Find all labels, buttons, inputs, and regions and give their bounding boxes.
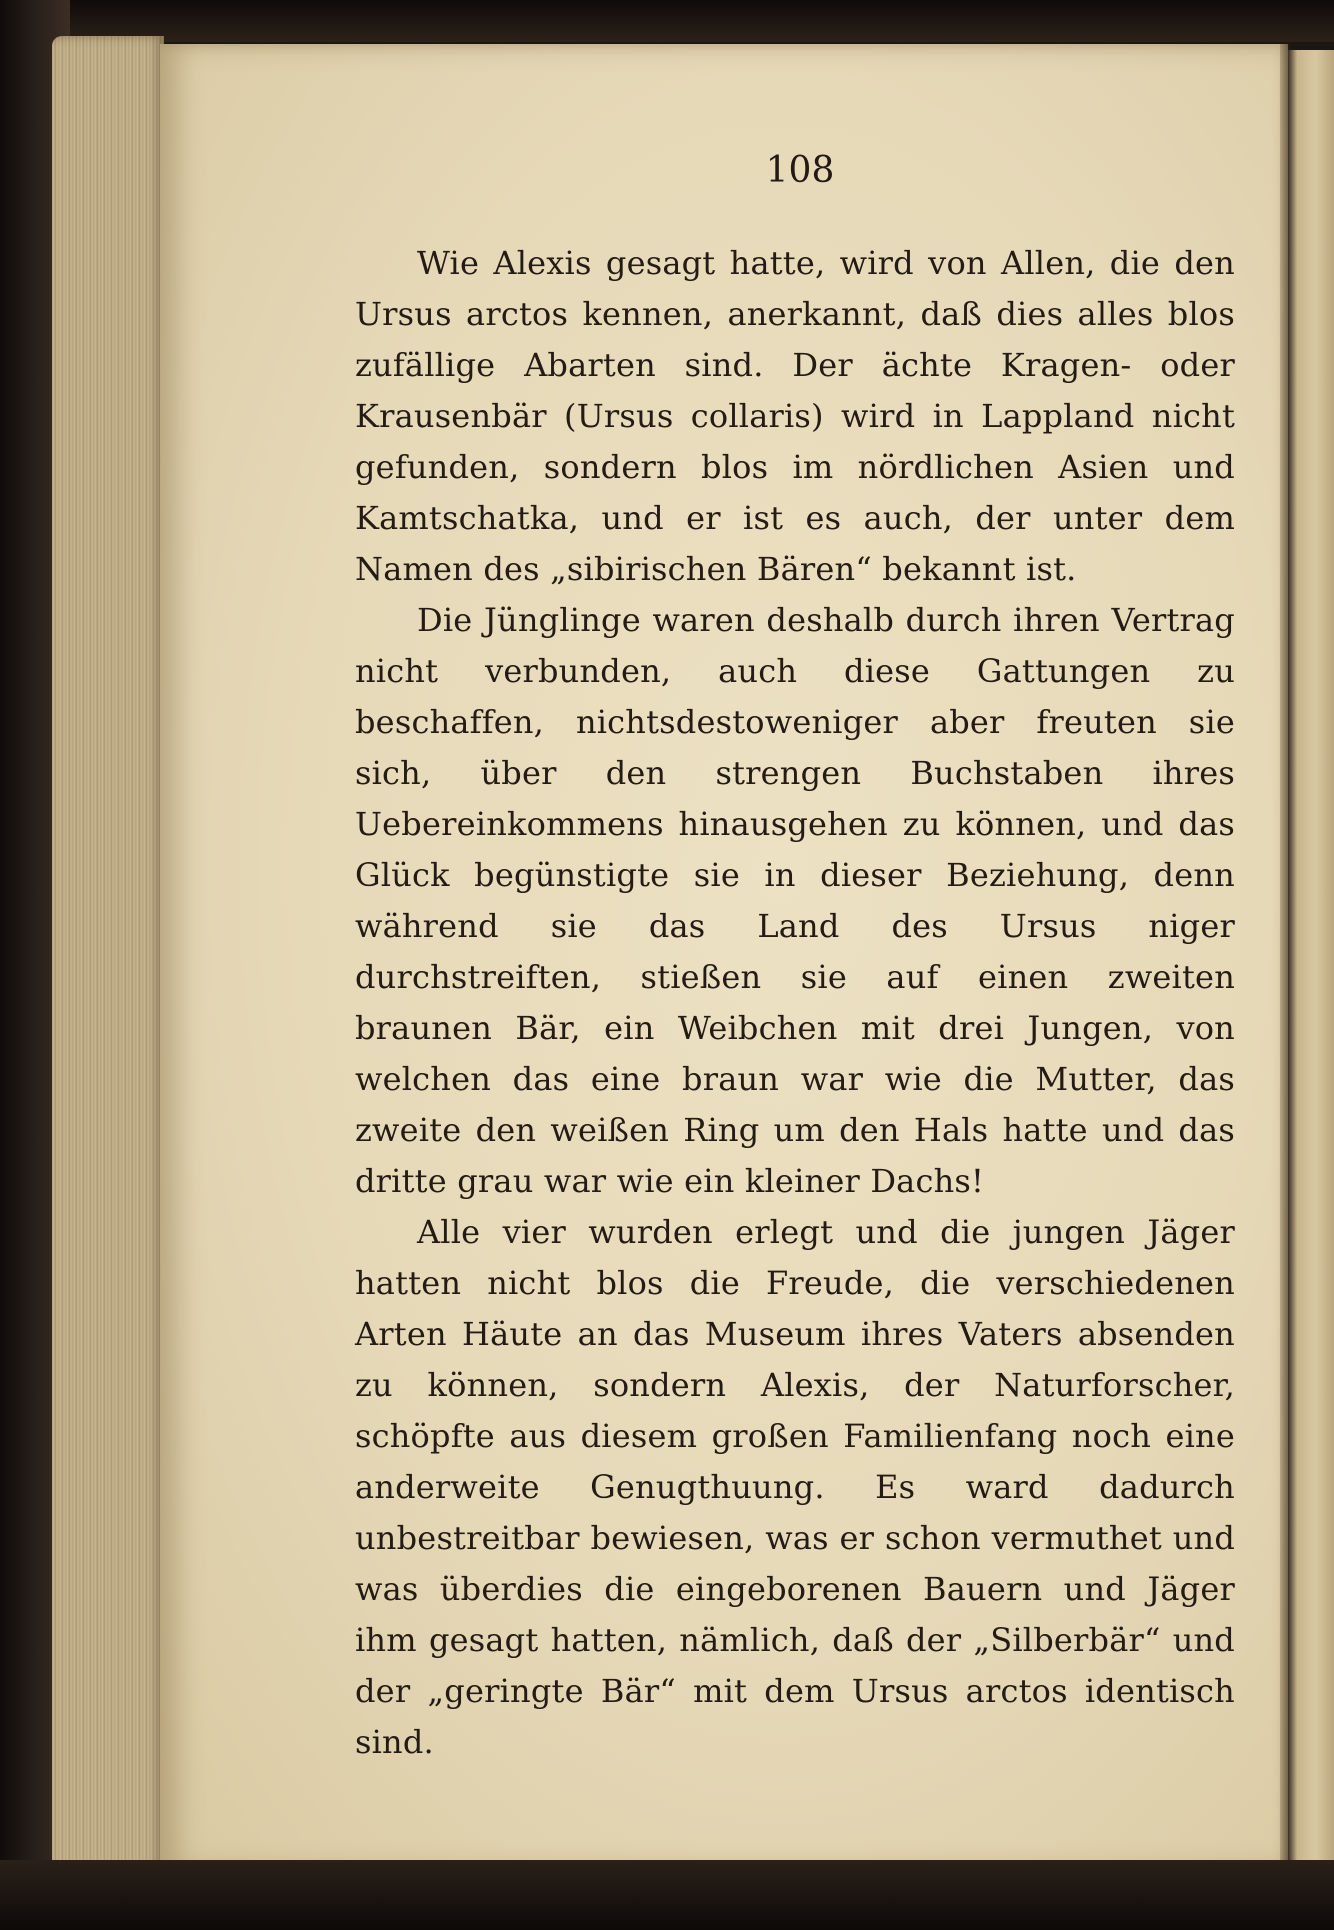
paragraph-3: Alle vier wurden erlegt und die jungen Jäger hatten nicht blos die Freude, die verschiedenen Arten Häute an das Museum ihres Vaters absenden zu können, sondern Alexis, der Naturforscher, schöpfte aus diesem großen Familienfang noch eine anderweite Genugthuung. Es ward dadurch unbestreitbar bewiesen, was er schon vermuthet und was überdies die eingeborenen Bauern und Jäger ihm gesagt hatten, nämlich, daß der „Silberbär“ und der „geringte Bär“ mit dem Ursus arctos identisch sind.	[355, 1213, 1235, 1761]
page-number: 108	[765, 150, 835, 191]
book-cover-bottom	[0, 1860, 1334, 1930]
paragraph-2: Die Jünglinge waren deshalb durch ihren Vertrag nicht verbunden, auch diese Gattungen zu beschaffen, nichtsdestoweniger aber freuten sie sich, über den strengen Buchstaben ihres Uebereinkommens hinausgehen zu können, und das Glück begünstigte sie in dieser Beziehung, denn während sie das Land des Ursus niger durchstreiften, stießen sie auf einen zweiten braunen Bär, ein Weibchen mit drei Jungen, von welchen das eine braun war wie die Mutter, das zweite den weißen Ring um den Hals hatte und das dritte grau war wie ein kleiner Dachs!	[355, 601, 1235, 1200]
book-cover-top	[0, 0, 1334, 42]
facing-page-edge	[1288, 50, 1334, 1860]
body-text	[355, 238, 1235, 1768]
page-edges	[52, 36, 164, 1876]
paragraph-1: Wie Alexis gesagt hatte, wird von Allen, die den Ursus arctos kennen, anerkannt, daß dies alles blos zufällige Abarten sind. Der ächte Kragen- oder Krausenbär (Ursus collaris) wird in Lappland nicht gefunden, sondern blos im nördlichen Asien und Kamtschatka, und er ist es auch, der unter dem Namen des „sibirischen Bären“ bekannt ist.	[355, 244, 1235, 588]
